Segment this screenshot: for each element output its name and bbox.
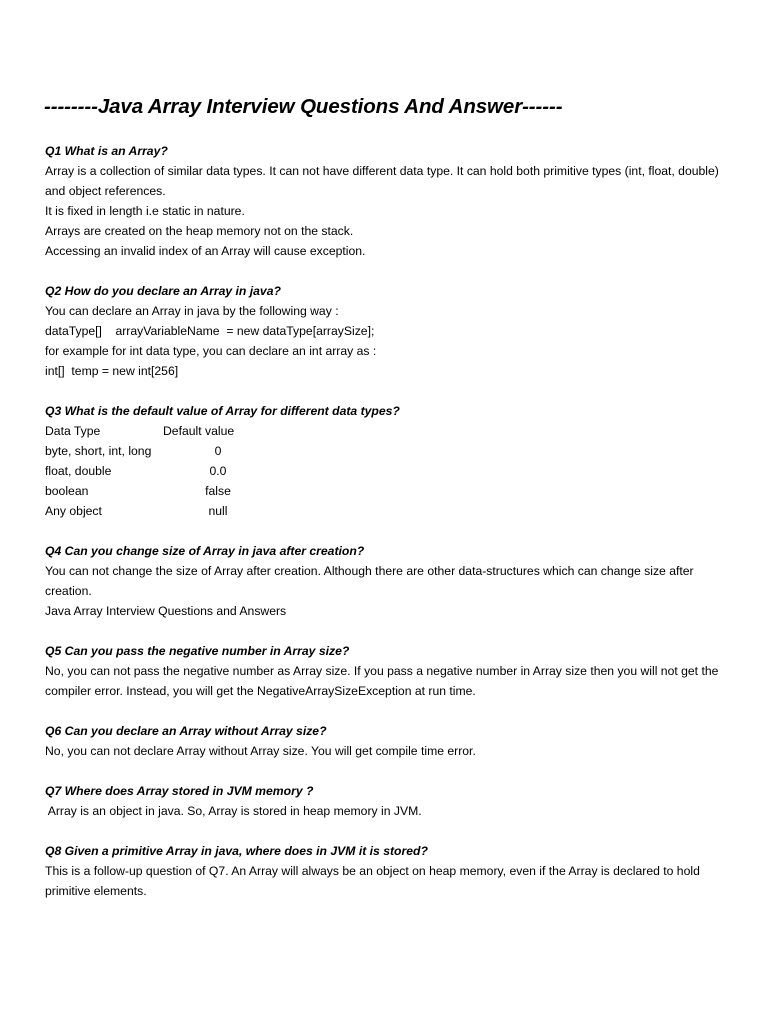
- answer-line: Accessing an invalid index of an Array will cause exception.: [45, 244, 366, 258]
- answer-line: Arrays are created on the heap memory not on the stack.: [45, 224, 354, 238]
- cell-type: Any object: [45, 504, 102, 518]
- answer-line: creation.: [45, 584, 92, 598]
- question-q8: Q8 Given a primitive Array in java, where does in JVM it is stored?: [45, 844, 428, 858]
- qa-section-q4: [45, 541, 767, 621]
- answer-line: No, you can not pass the negative number as Array size. If you pass a negative number in Array size then you will not get the: [45, 664, 719, 678]
- header-data-type: Data Type: [45, 424, 101, 438]
- table-row: [45, 461, 273, 481]
- question-q5: Q5 Can you pass the negative number in Array size?: [45, 644, 350, 658]
- answer-line: Array is a collection of similar data types. It can not have different data type. It can hold both primitive types (int, float, double): [45, 164, 719, 178]
- table-header-row: [45, 421, 273, 441]
- answer-line: compiler error. Instead, you will get the NegativeArraySizeException at run time.: [45, 684, 476, 698]
- answer-line: and object references.: [45, 184, 166, 198]
- question-q7: Q7 Where does Array stored in JVM memory ?: [45, 784, 314, 798]
- qa-section-q2: [45, 281, 767, 381]
- answer-line: You can not change the size of Array after creation. Although there are other data-structures which can change size after: [45, 564, 694, 578]
- page-title: --------Java Array Interview Questions And Answer------: [44, 95, 563, 118]
- qa-content: [45, 141, 767, 901]
- default-values-table: [45, 421, 273, 521]
- table-row: [45, 441, 273, 461]
- table-row: [45, 501, 273, 521]
- cell-value: 0.0: [209, 464, 227, 478]
- answer-line: This is a follow-up question of Q7. An Array will always be an object on heap memory, even if the Array is declared to hold: [45, 864, 700, 878]
- cell-value: 0: [214, 444, 222, 458]
- answer-line: It is fixed in length i.e static in nature.: [45, 204, 245, 218]
- answer-line: You can declare an Array in java by the following way :: [45, 304, 339, 318]
- qa-section-q8: [45, 841, 767, 901]
- table-row: [45, 481, 273, 501]
- question-q6: Q6 Can you declare an Array without Array size?: [45, 724, 327, 738]
- qa-section-q5: [45, 641, 767, 701]
- cell-type: float, double: [45, 464, 112, 478]
- question-q1: Q1 What is an Array?: [45, 144, 168, 158]
- cell-value: false: [205, 484, 231, 498]
- qa-section-q3: [45, 401, 767, 521]
- qa-section-q7: [45, 781, 767, 821]
- answer-line: Array is an object in java. So, Array is stored in heap memory in JVM.: [45, 804, 422, 818]
- answer-line: Java Array Interview Questions and Answers: [45, 604, 287, 618]
- cell-type: boolean: [45, 484, 89, 498]
- question-q3: Q3 What is the default value of Array for different data types?: [45, 404, 400, 418]
- cell-type: byte, short, int, long: [45, 444, 152, 458]
- qa-section-q1: [45, 141, 767, 261]
- cell-value: null: [208, 504, 228, 518]
- answer-line: for example for int data type, you can declare an int array as :: [45, 344, 377, 358]
- answer-line: No, you can not declare Array without Array size. You will get compile time error.: [45, 744, 476, 758]
- question-q4: Q4 Can you change size of Array in java after creation?: [45, 544, 365, 558]
- header-default-value: Default value: [163, 424, 235, 438]
- qa-section-q6: [45, 721, 767, 761]
- answer-line: primitive elements.: [45, 884, 147, 898]
- code-line: int[] temp = new int[256]: [45, 364, 179, 378]
- code-line: dataType[] arrayVariableName = new dataType[arraySize];: [45, 324, 375, 338]
- question-q2: Q2 How do you declare an Array in java?: [45, 284, 281, 298]
